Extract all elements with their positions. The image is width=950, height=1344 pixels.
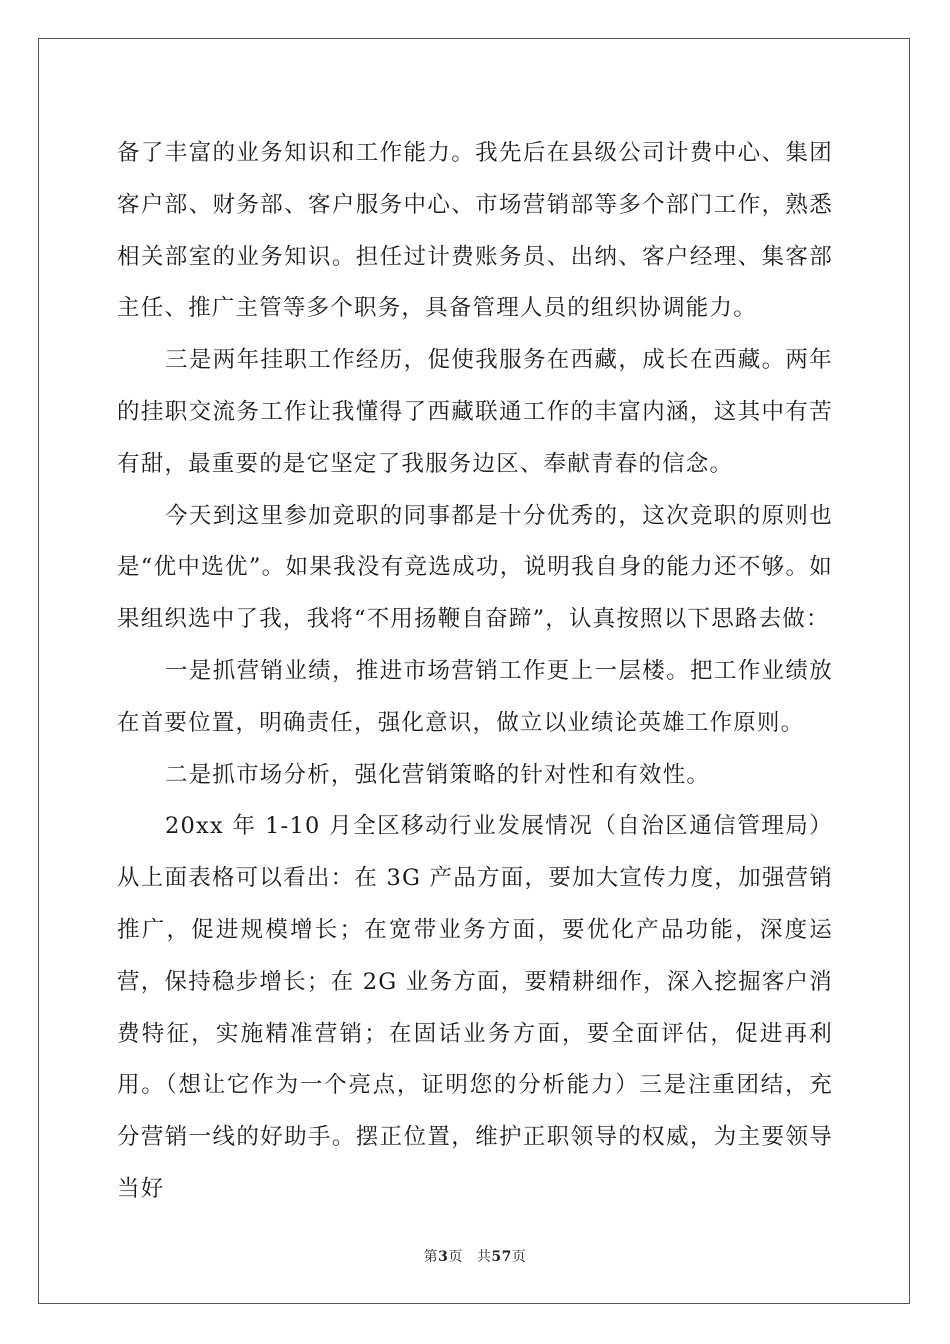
document-body — [117, 128, 833, 1216]
page-footer — [0, 1246, 950, 1266]
footer-page-unit: 页 — [448, 1249, 463, 1265]
footer-total-prefix: 共 — [476, 1249, 492, 1265]
paragraph-4: 一是抓营销业绩，推进市场营销工作更上一层楼。把工作业绩放在首要位置，明确责任，强化意识，做立以业绩论英雄工作原则。 — [117, 657, 833, 736]
paragraph-6: 20xx 年 1-10 月全区移动行业发展情况（自治区通信管理局）从上面表格可以看出：在 3G 产品方面，要加大宣传力度，加强营销推广，促进规模增长；在宽带业务方面，要优化产品功能，深度运营，保持稳步增长；在 2G 业务方面，要精耕细作，深入挖掘客户消费特征，实施精准营销；在固话业务方面，要全面评估，促进再利用。（想让它作为一个亮点，证明您的分析能力）三是注重团结，充分营销一线的好助手。摆正位置，维护正职领导的权威，为主要领导当好 — [117, 813, 833, 1202]
paragraph-2: 三是两年挂职工作经历，促使我服务在西藏，成长在西藏。两年的挂职交流务工作让我懂得了西藏联通工作的丰富内涵，这其中有苦有甜，最重要的是它坚定了我服务边区、奉献青春的信念。 — [117, 347, 833, 477]
paragraph-5: 二是抓市场分析，强化营销策略的针对性和有效性。 — [165, 761, 711, 788]
footer-page-prefix: 第 — [423, 1249, 439, 1265]
footer-page-current: 3 — [438, 1249, 449, 1265]
footer-page-total: 57 — [491, 1249, 512, 1265]
paragraph-3: 今天到这里参加竞职的同事都是十分优秀的，这次竞职的原则也是“优中选优”。如果我没有竞选成功，说明我自身的能力还不够。如果组织选中了我，我将“不用扬鞭自奋蹄”，认真按照以下思路去做： — [117, 502, 833, 633]
paragraph-1: 备了丰富的业务知识和工作能力。我先后在县级公司计费中心、集团客户部、财务部、客户服务中心、市场营销部等多个部门工作，熟悉相关部室的业务知识。担任过计费账务员、出纳、客户经理、集客部主任、推广主管等多个职务，具备管理人员的组织协调能力。 — [117, 140, 833, 322]
footer-total-unit: 页 — [511, 1249, 527, 1265]
